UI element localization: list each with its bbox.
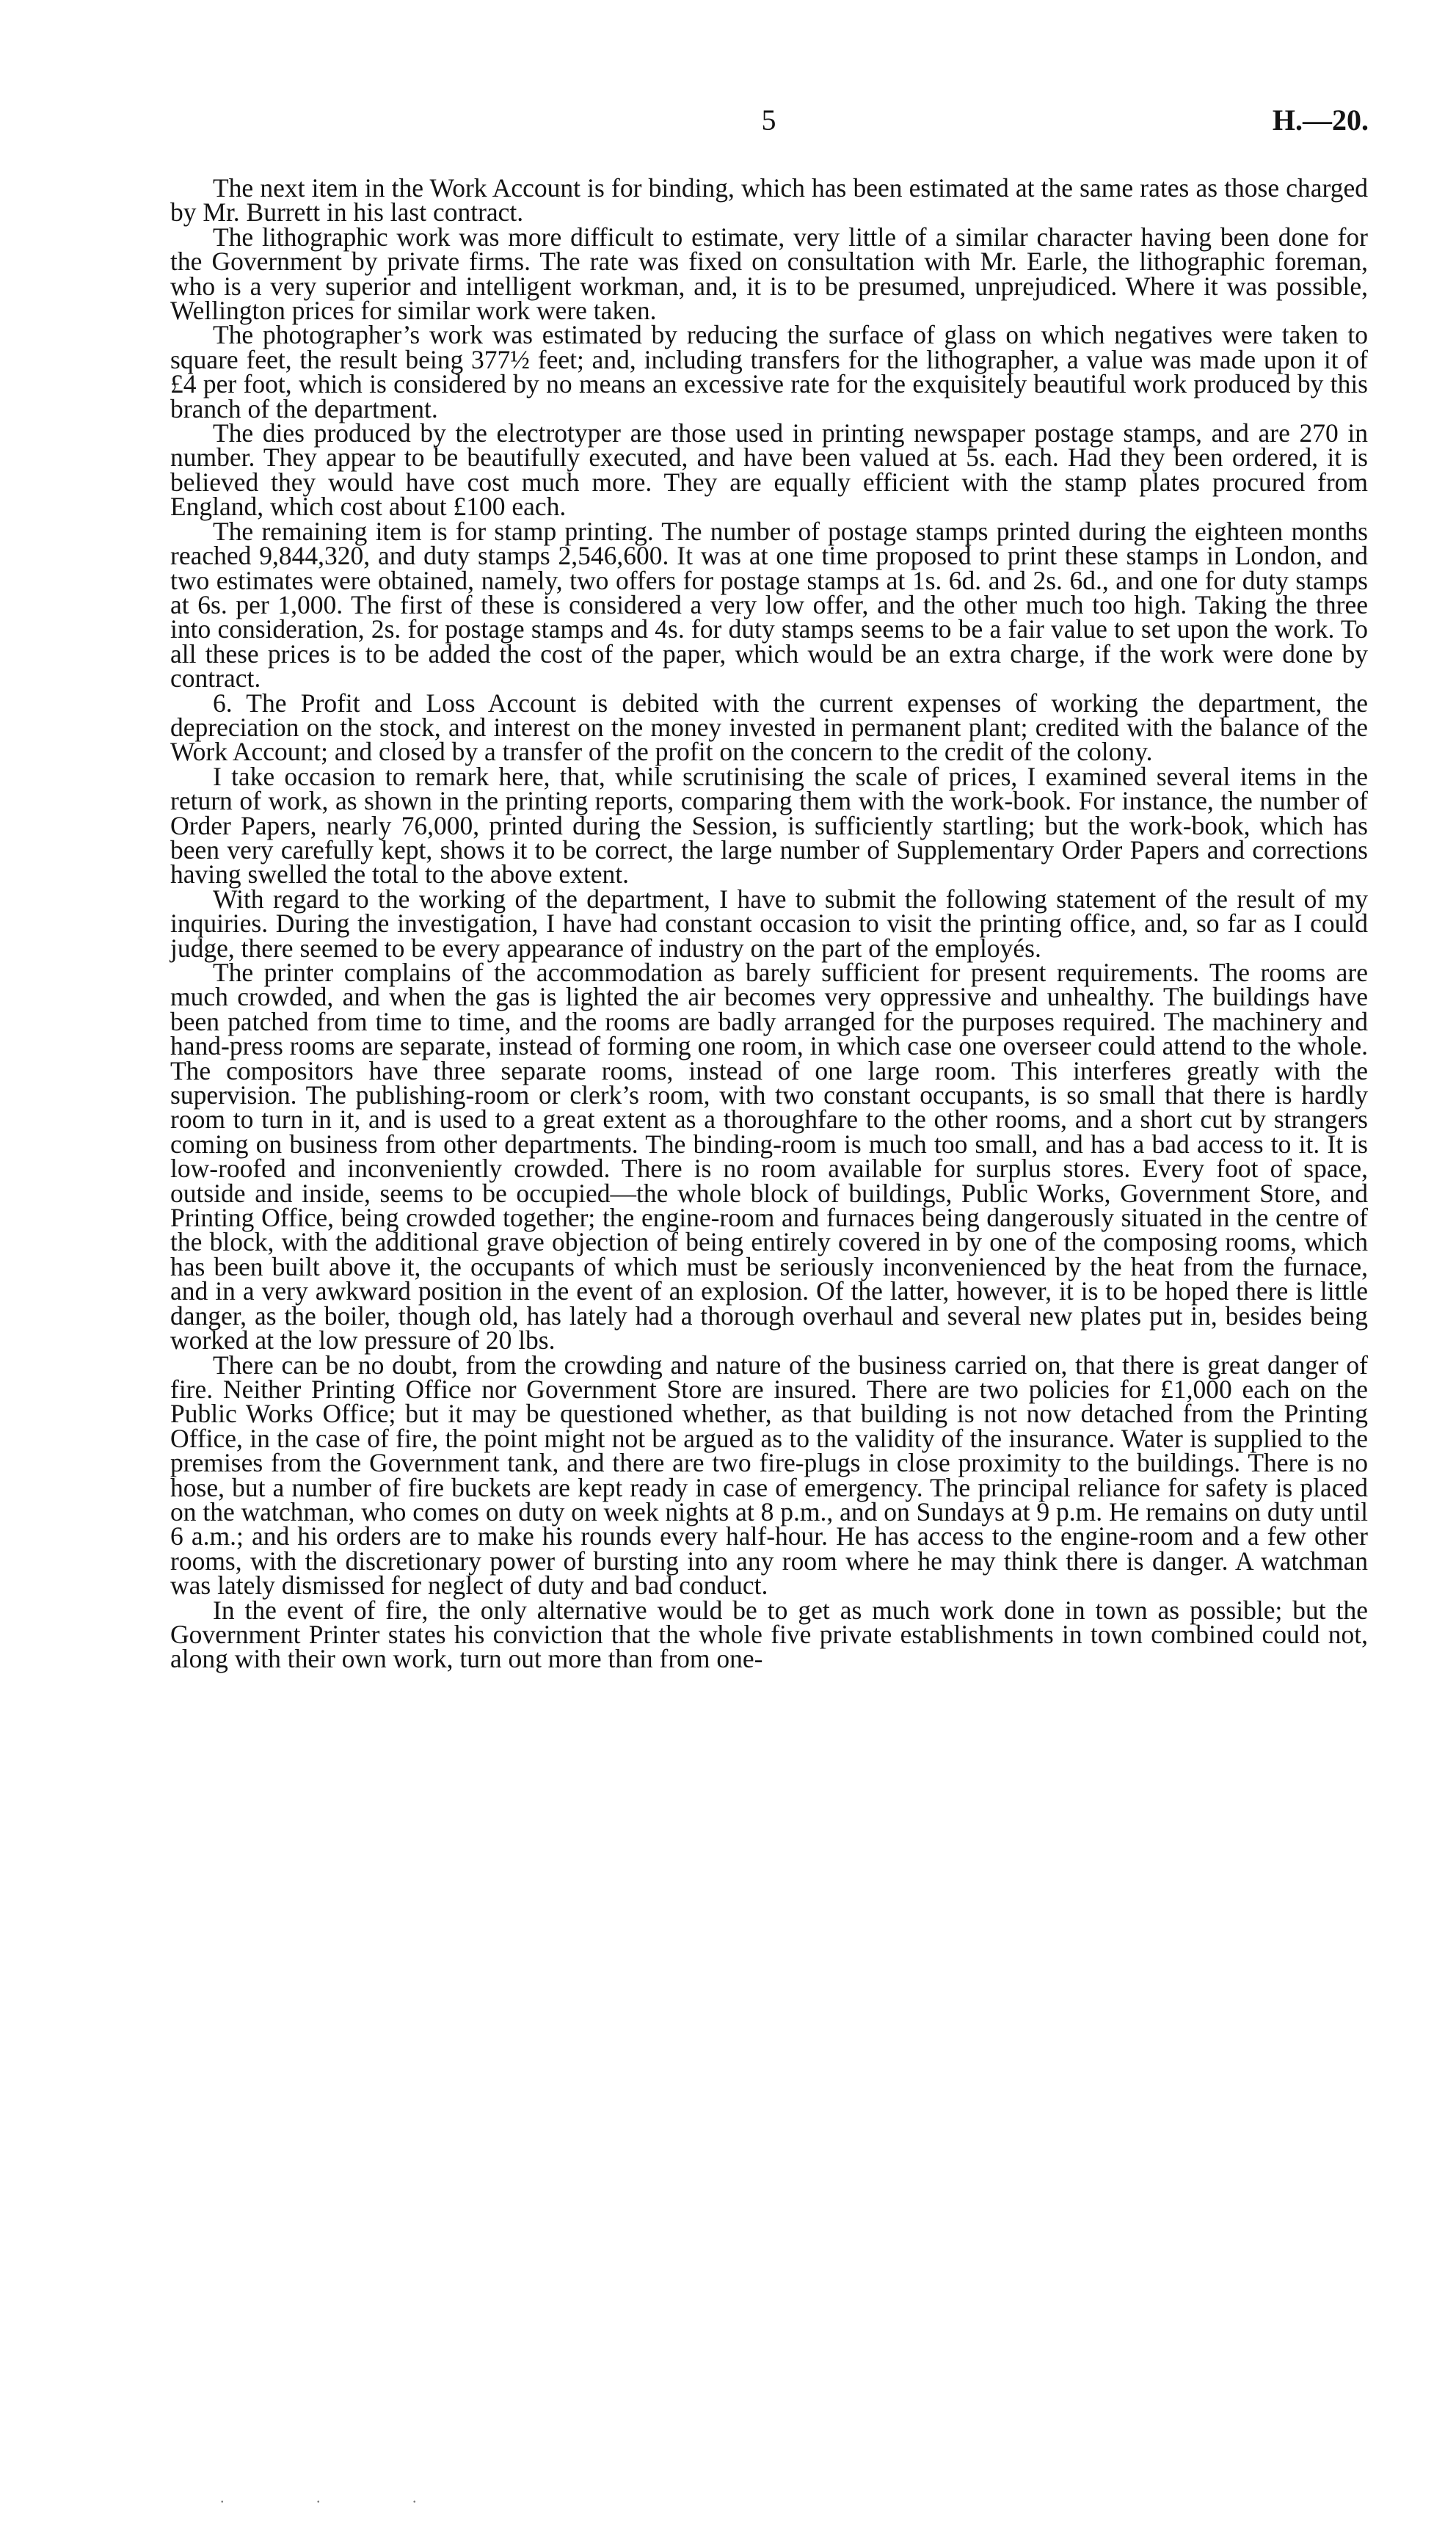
page-number: 5	[761, 103, 776, 137]
paragraph-order-papers: I take occasion to remark here, that, while scrutinising the scale of prices, I examined several items in the return of work, as shown in the printing reports, comparing them with the work-book. For instance, the number of Order Papers, nearly 76,000, printed during the Session, is sufficiently startling; but the work-book, which has been very carefully kept, shows it to be correct, the large number of Supplementary Order Papers and corrections having swelled the total to the above extent.	[170, 761, 1368, 889]
page-header	[169, 103, 1369, 147]
document-reference: H.—20.	[1272, 103, 1369, 137]
paragraph-accommodation: The printer complains of the accommodation as barely sufficient for present requirements. The rooms are much crowded, and when the gas is lighted the air becomes very oppressive and unhealthy. The buildings have been patched from time to time, and the rooms are badly arranged for the purposes required. The machinery and hand-press rooms are separate, instead of forming one room, in which case one overseer could attend to the whole. The compositors have three separate rooms, instead of one large room. This interferes greatly with the supervision. The publishing-room or clerk’s room, with two constant occupants, is so small that there is hardly room to turn in it, and is used to a great extent as a thoroughfare to the other rooms, and a short cut by strangers coming on business from other departments. The binding-room is much too small, and has a bad access to it. It is low-roofed and inconveniently crowded. There is no room available for surplus stores. Every foot of space, outside and inside, seems to be occupied—the whole block of buildings, Public Works, Government Store, and Printing Office, being crowded together; the engine-room and furnaces being dangerously situated in the centre of the block, with the additional grave objection of being entirely covered in by one of the composing rooms, which has been built above it, the occupants of which must be seriously inconvenienced by the heat from the furnace, and in a very awkward position in the event of an explosion. Of the latter, however, it is to be hoped there is little danger, as the boiler, though old, has lately had a thorough overhaul and several new plates put in, besides being worked at the low pressure of 20 lbs.	[170, 958, 1368, 1355]
paragraph-photographer: The photographer’s work was estimated by reducing the surface of glass on which negatives were taken to square feet, the result being 377½ feet; and, including transfers for the lithographer, a value was made upon it of £4 per foot, which is considered by no means an excessive rate for the exquisitely beautiful work produced by this branch of the department.	[170, 320, 1368, 423]
stray-print-marks: . . .	[220, 2488, 461, 2506]
paragraph-profit-loss: 6. The Profit and Loss Account is debited with the current expenses of working the department, the depreciation on the stock, and interest on the money invested in permanent plant; credited with the balance of the Work Account; and closed by a transfer of the profit on the concern to the credit of the colony.	[170, 688, 1368, 767]
paragraph-lithographic: The lithographic work was more difficult to estimate, very little of a similar character having been done for the Government by private firms. The rate was fixed on consultation with Mr. Earle, the lithographic foreman, who is a very superior and intelligent workman, and, it is to be presumed, unprejudiced. Where it was possible, Wellington prices for similar work were taken.	[170, 222, 1368, 326]
paragraph-stamp-printing: The remaining item is for stamp printing. The number of postage stamps printed during the eighteen months reached 9,844,320, and duty stamps 2,546,600. It was at one time proposed to print these stamps in London, and two estimates were obtained, namely, two offers for postage stamps at 1s. 6d. and 2s. 6d., and one for duty stamps at 6s. per 1,000. The first of these is considered a very low offer, and the other much too high. Taking the three into consideration, 2s. for postage stamps and 4s. for duty stamps seems to be a fair value to set upon the work. To all these prices is to be added the cost of the paper, which would be an extra charge, if the work were done by contract.	[170, 516, 1368, 694]
paragraph-dies: The dies produced by the electrotyper are those used in printing newspaper postage stamps, and are 270 in number. They appear to be beautifully executed, and have been valued at 5s. each. Had they been ordered, it is believed they would have cost much more. They are equally efficient with the stamp plates procured from England, which cost about £100 each.	[170, 418, 1368, 522]
paragraph-binding: The next item in the Work Account is for binding, which has been estimated at the same rates as those charged by Mr. Burrett in his last contract.	[170, 173, 1368, 228]
paragraph-working-department: With regard to the working of the department, I have to submit the following statement of the result of my inquiries. During the investigation, I have had constant occasion to visit the printing office, and, so far as I could judge, there seemed to be every appearance of industry on the part of the employés.	[170, 884, 1368, 963]
paragraph-fire-danger: There can be no doubt, from the crowding and nature of the business carried on, that there is great danger of fire. Neither Printing Office nor Government Store are insured. There are two policies for £1,000 each on the Public Works Office; but it may be questioned whether, as that building is not now detached from the Printing Office, in the case of fire, the point might not be argued as to the validity of the insurance. Water is supplied to the premises from the Government tank, and there are two fire-plugs in close proximity to the buildings. There is no hose, but a number of fire buckets are kept ready in case of emergency. The principal reliance for safety is placed on the watchman, who comes on duty on week nights at 8 p.m., and on Sundays at 9 p.m. He remains on duty until 6 a.m.; and his orders are to make his rounds every half-hour. He has access to the engine-room and a few other rooms, with the discretionary power of bursting into any room where he may think there is danger. A watchman was lately dismissed for neglect of duty and bad conduct.	[170, 1350, 1368, 1601]
body-text	[170, 173, 1368, 1674]
paragraph-event-of-fire: In the event of fire, the only alternative would be to get as much work done in town as possible; but the Government Printer states his conviction that the whole five private establishments in town combined could not, along with their own work, turn out more than from one-	[170, 1595, 1368, 1674]
